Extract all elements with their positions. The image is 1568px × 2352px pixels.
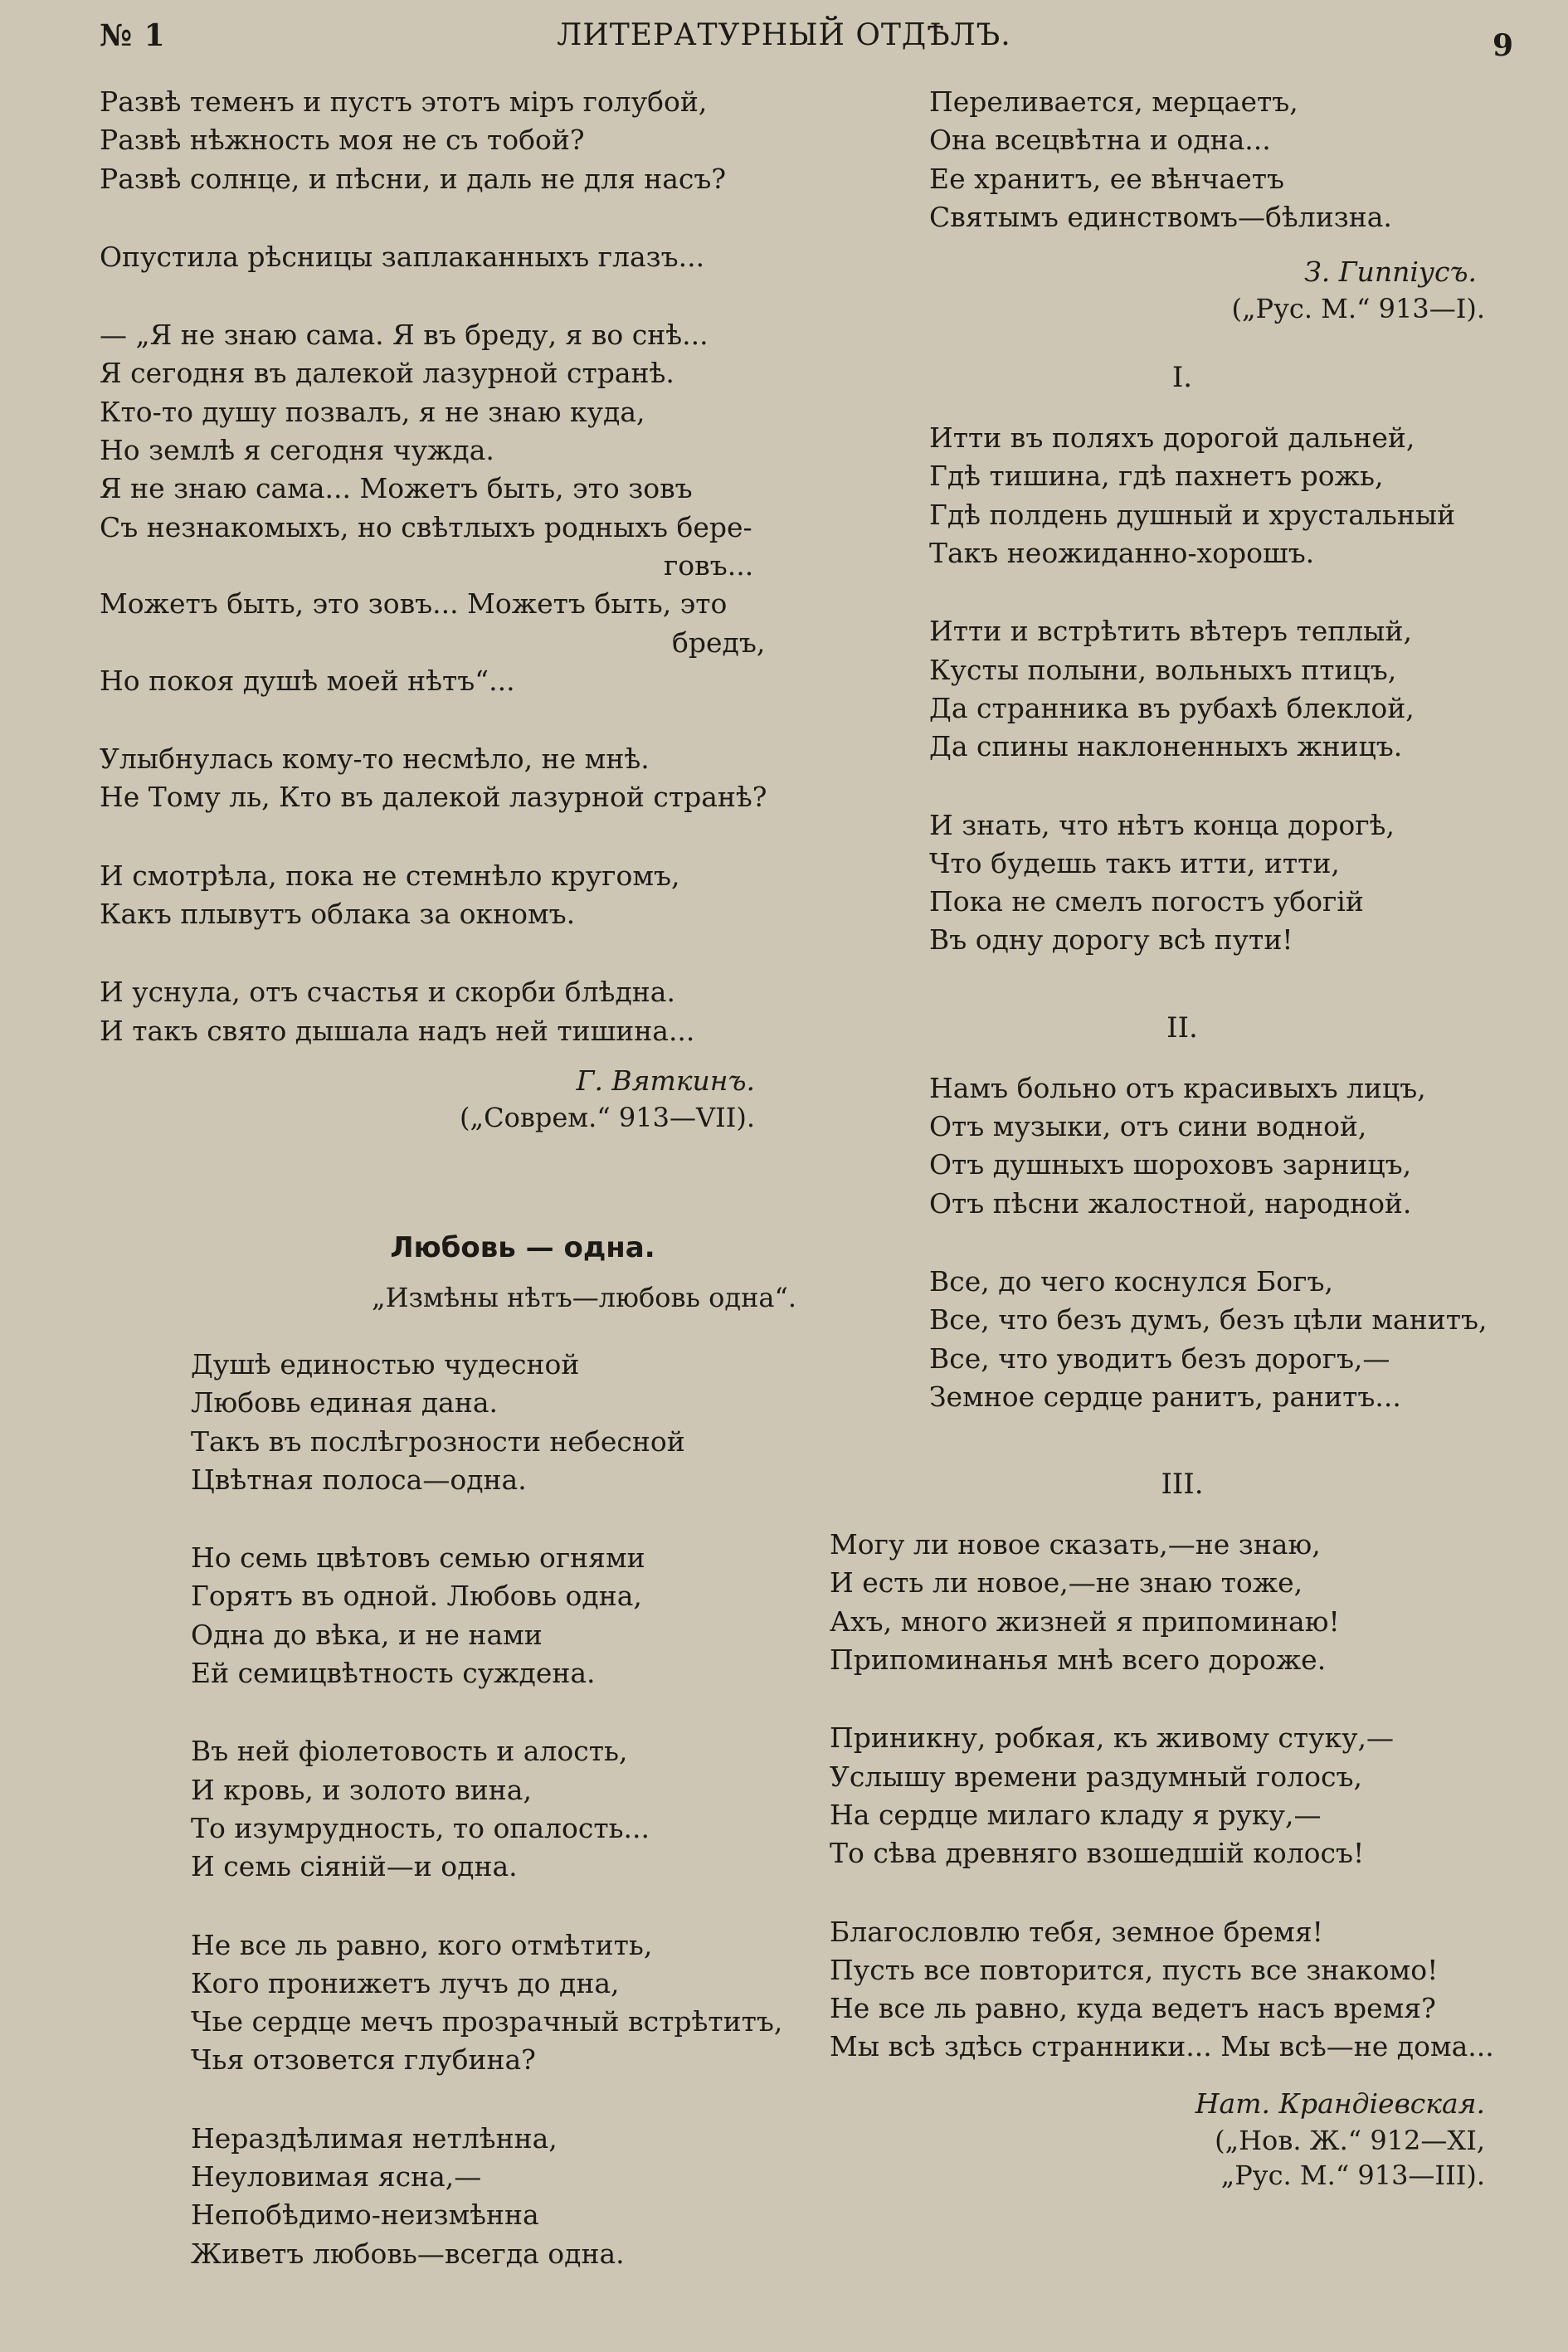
verse-line: Горятъ въ одной. Любовь одна, — [191, 1580, 642, 1613]
section-numeral: III. — [1161, 1468, 1204, 1502]
verse-line: Не Тому ль, Кто въ далекой лазурной странѣ? — [100, 781, 767, 814]
verse-line: Не все ль равно, куда ведетъ насъ время? — [830, 1992, 1436, 2025]
verse-line: Можетъ быть, это зовъ... Можетъ быть, это — [100, 587, 728, 621]
verse-line: Развѣ теменъ и пустъ этотъ міръ голубой, — [100, 85, 708, 118]
verse-line: Опустила рѣсницы заплаканныхъ глазъ... — [100, 240, 705, 273]
verse-line: Улыбнулась кому-то несмѣло, не мнѣ. — [100, 743, 650, 776]
poem-author: Нат. Крандіевская. — [1195, 2087, 1485, 2120]
verse-line: Я сегодня въ далекой лазурной странѣ. — [100, 357, 674, 390]
stanza — [100, 973, 796, 1050]
verse-line: Такъ неожиданно-хорошъ. — [929, 537, 1315, 570]
poem-krandievskaya — [830, 361, 1535, 2193]
stanza — [830, 1719, 1535, 1872]
section-body — [830, 419, 1535, 960]
verse-line: Ее хранитъ, ее вѣнчаетъ — [929, 162, 1285, 195]
stanza — [929, 806, 1535, 960]
verse-line: Намъ больно отъ красивыхъ лицъ, — [929, 1071, 1426, 1104]
stanza — [191, 1926, 796, 2080]
verse-line: Въ одну дорогу всѣ пути! — [929, 923, 1293, 957]
verse-line: Все, до чего коснулся Богъ, — [929, 1264, 1333, 1298]
verse-line: Земное сердце ранитъ, ранитъ... — [929, 1380, 1401, 1413]
verse-line: Отъ пѣсни жалостной, народной. — [929, 1186, 1412, 1220]
verse-line: Что будешь такъ итти, итти, — [929, 846, 1340, 879]
verse-line: Кто-то душу позвалъ, я не знаю куда, — [100, 395, 645, 428]
verse-line: Все, что безъ думъ, безъ цѣли манитъ, — [929, 1303, 1488, 1337]
verse-continuation: бредъ, — [672, 626, 766, 659]
verse-line: Да странника въ рубахѣ блеклой, — [929, 691, 1415, 724]
section-body — [830, 1069, 1535, 1416]
verse-line: Услышу времени раздумный голосъ, — [830, 1760, 1362, 1793]
verse-line: Съ незнакомыхъ, но свѣтлыхъ родныхъ бере- — [100, 510, 752, 543]
verse-line: Пусть все повторится, пусть все знакомо! — [830, 1953, 1439, 1986]
poem-title: Любовь — одна. — [390, 1230, 655, 1264]
verse-line: Чье сердце мечъ прозрачный встрѣтитъ, — [191, 2005, 783, 2038]
verse-line: Переливается, мерцаетъ, — [929, 85, 1298, 118]
poem-source: („Соврем.“ 913—VII). — [460, 1101, 755, 1133]
section-numeral: I. — [1171, 361, 1193, 395]
poem-gippius — [100, 1346, 796, 2273]
verse-line: Я не знаю сама... Можетъ быть, это зовъ — [100, 472, 693, 505]
stanza — [929, 83, 1535, 236]
stanza — [100, 83, 796, 198]
stanza — [191, 2120, 796, 2273]
verse-line: Развѣ солнце, и пѣсни, и даль не для насъ? — [100, 162, 727, 195]
verse-line: Все, что уводитъ безъ дорогъ,— — [929, 1342, 1390, 1375]
stanza — [929, 612, 1535, 766]
verse-line: И семь сіяній—и одна. — [191, 1850, 518, 1883]
verse-line: Пока не смелъ погостъ убогій — [929, 885, 1364, 918]
section-title: ЛИТЕРАТУРНЫЙ ОТДѢЛЪ. — [557, 18, 1011, 52]
poem-author: З. Гиппіусъ. — [1304, 256, 1477, 289]
verse-line: Кусты полыни, вольныхъ птицъ, — [929, 653, 1397, 686]
verse-line: И есть ли новое,—не знаю тоже, — [830, 1566, 1303, 1600]
stanza — [830, 1913, 1535, 2067]
verse-line: Да спины наклоненныхъ жницъ. — [929, 730, 1403, 763]
stanza — [929, 419, 1535, 572]
verse-line: Такъ въ послѣгрозности небесной — [191, 1424, 685, 1458]
verse-line: Нераздѣлимая нетлѣнна, — [191, 2121, 558, 2155]
stanza — [929, 1263, 1535, 1416]
verse-line: Она всецвѣтна и одна... — [929, 124, 1271, 157]
verse-line: Припоминанья мнѣ всего дороже. — [830, 1643, 1327, 1677]
verse-line: Приникну, робкая, къ живому стуку,— — [830, 1721, 1395, 1755]
stanza — [191, 1732, 796, 1886]
verse-line: Неуловимая ясна,— — [191, 2160, 482, 2193]
left-column — [100, 83, 796, 2313]
verse-line: Но землѣ я сегодня чужда. — [100, 434, 494, 467]
poem-vyatkin — [100, 83, 796, 1135]
issue-number: № 1 — [100, 18, 166, 53]
verse-line: Итти и встрѣтить вѣтеръ теплый, — [929, 615, 1412, 648]
verse-line: И уснула, отъ счастья и скорби блѣдна. — [100, 976, 675, 1009]
verse-line: Цвѣтная полоса—одна. — [191, 1463, 527, 1496]
verse-line: Мы всѣ здѣсь странники... Мы всѣ—не дома... — [830, 2030, 1494, 2063]
verse-line: — „Я не знаю сама. Я въ бреду, я во снѣ... — [100, 319, 709, 352]
verse-line: И такъ свято дышала надъ ней тишина... — [100, 1014, 695, 1047]
verse-continuation: говъ... — [664, 548, 754, 582]
stanza — [929, 1069, 1535, 1223]
verse-line: Развѣ нѣжность моя не съ тобой? — [100, 124, 585, 157]
verse-line: Кого пронижетъ лучъ до дна, — [191, 1966, 620, 1999]
verse-line: Но покоя душѣ моей нѣтъ“... — [100, 664, 515, 697]
verse-line: Гдѣ полдень душный и хрустальный — [929, 498, 1456, 531]
verse-line: Душѣ единостью чудесной — [191, 1347, 580, 1381]
stanza — [191, 1346, 796, 1499]
verse-line: Благословлю тебя, земное бремя! — [830, 1915, 1323, 1948]
verse-line: Отъ музыки, отъ сини водной, — [929, 1110, 1367, 1143]
verse-line: Живетъ любовь—всегда одна. — [191, 2237, 625, 2270]
poem-author: Г. Вяткинъ. — [576, 1064, 755, 1097]
verse-line: Итти въ поляхъ дорогой дальней, — [929, 421, 1415, 455]
stanza — [191, 1539, 796, 1692]
verse-line: То изумрудность, то опалость... — [191, 1811, 650, 1844]
verse-line: Ахъ, много жизней я припоминаю! — [830, 1605, 1340, 1638]
stanza — [100, 857, 796, 934]
verse-line: Чья отзовется глубина? — [191, 2043, 536, 2077]
verse-line: И знать, что нѣтъ конца дорогѣ, — [929, 808, 1395, 841]
poem-gippius-end — [830, 83, 1535, 236]
stanza — [100, 316, 796, 700]
verse-line: Какъ плывутъ облака за окномъ. — [100, 898, 576, 931]
verse-line: Гдѣ тишина, гдѣ пахнетъ рожь, — [929, 460, 1384, 493]
stanza — [100, 740, 796, 817]
verse-line: Но семь цвѣтовъ семью огнями — [191, 1541, 645, 1575]
verse-line: Непобѣдимо-неизмѣнна — [191, 2199, 539, 2232]
verse-line: Могу ли новое сказать,—не знаю, — [830, 1528, 1321, 1561]
verse-line: Одна до вѣка, и не нами — [191, 1618, 543, 1651]
verse-line: И смотрѣла, пока не стемнѣло кругомъ, — [100, 859, 680, 892]
verse-line: Не все ль равно, кого отмѣтить, — [191, 1928, 653, 1961]
section-body — [830, 1526, 1535, 2067]
verse-line: И кровь, и золото вина, — [191, 1773, 532, 1806]
verse-line: Любовь единая дана. — [191, 1386, 499, 1419]
verse-line: Отъ душныхъ шороховъ зарницъ, — [929, 1148, 1412, 1181]
poem-epigraph: „Измѣны нѣтъ—любовь одна“. — [371, 1281, 796, 1313]
verse-line: На сердце милаго кладу я руку,— — [830, 1798, 1322, 1831]
right-column — [830, 83, 1535, 2193]
section-numeral: II. — [1166, 1010, 1198, 1045]
verse-line: Въ ней фіолетовость и алость, — [191, 1735, 628, 1768]
poem-source: „Рус. М.“ 913—III). — [1220, 2159, 1485, 2191]
verse-line: Ей семицвѣтность суждена. — [191, 1657, 596, 1690]
verse-line: То сѣва древняго взошедшій колосъ! — [830, 1837, 1365, 1870]
verse-line: Святымъ единствомъ—бѣлизна. — [929, 200, 1392, 233]
stanza — [830, 1526, 1535, 1679]
stanza — [100, 238, 796, 276]
page-number: 9 — [1492, 28, 1514, 63]
poem-source: („Нов. Ж.“ 912—XI, — [1215, 2124, 1485, 2156]
poem-source: („Рус. М.“ 913—I). — [1231, 293, 1485, 325]
